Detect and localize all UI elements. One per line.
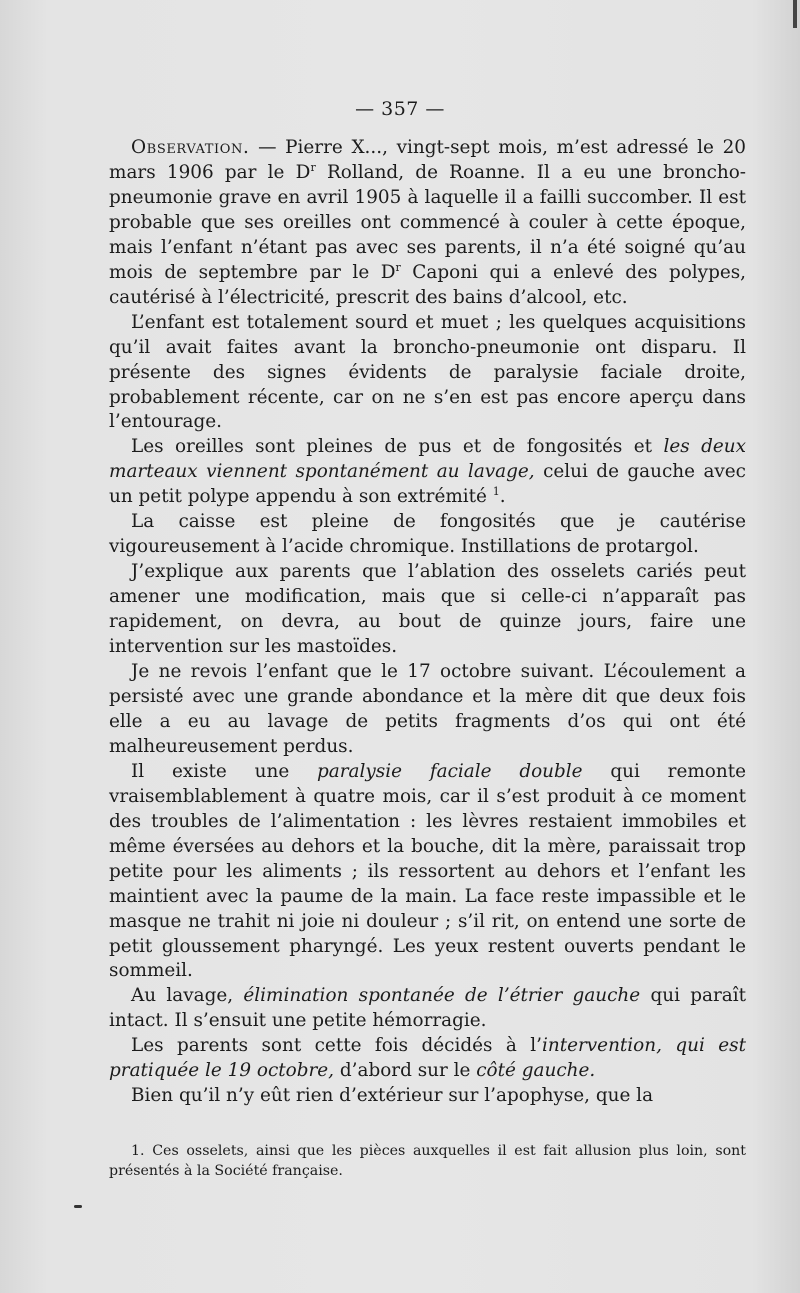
italic-text: côté gauche. bbox=[476, 1060, 596, 1082]
text-segment: Au lavage, bbox=[131, 985, 244, 1007]
text-segment: L’enfant est totalement sourd et muet ; les quelques acquisitions qu’il avait faites avant la broncho-pneumonie ont disparu. Il présente des signes évidents de paralysie faciale droite, probablement récente, car on ne s’en est pas encore aperçu dans l’entourage. bbox=[109, 311, 746, 433]
text-segment: Je ne revois l’enfant que le 17 octobre suivant. L’écoulement a persisté avec une grande abondance et la mère dit que deux fois elle a eu au lavage de petits fragments d’os qui ont été malheureusement perdus. bbox=[109, 661, 746, 757]
italic-text: élimination spontanée de l’étrier gauche bbox=[243, 985, 641, 1007]
body-text bbox=[109, 136, 746, 1109]
text-segment: Les oreilles sont pleines de pus et de fongosités et bbox=[131, 436, 664, 458]
print-speck bbox=[74, 1205, 82, 1208]
page-edge-mark bbox=[793, 0, 797, 28]
paragraph bbox=[109, 136, 746, 311]
paragraph bbox=[109, 435, 746, 510]
paragraph bbox=[109, 311, 746, 436]
section-label: Observation. bbox=[131, 137, 250, 158]
paragraph bbox=[109, 1034, 746, 1084]
text-segment: qui remonte vraisemblablement à quatre mois, car il s’est produit à ce moment des troubles de l’alimentation : les lèvres restaient immobiles et même éversées au dehors et la bouche, dit la mère, paraissait trop petite pour les aliments ; ils ressortent au dehors et l’enfant les maintient avec la paume de la main. La face reste impassible et le masque ne trahit ni joie ni douleur ; s’il rit, on entend une sorte de petit gloussement pharyngé. Les yeux restent ouverts pendant le sommeil. bbox=[109, 760, 746, 982]
text-segment: qui paraît intact. Il s’ensuit une petite hémorragie. bbox=[109, 985, 746, 1032]
superscript: r bbox=[310, 160, 316, 174]
text-segment: Les parents sont cette fois décidés à l’ bbox=[131, 1035, 542, 1057]
paragraph bbox=[109, 660, 746, 760]
text-segment: d’abord sur le bbox=[334, 1060, 477, 1082]
text-segment: Il existe une bbox=[131, 760, 318, 782]
paragraph bbox=[109, 510, 746, 560]
italic-text: paralysie faciale double bbox=[317, 760, 583, 782]
text-segment: Caponi qui a enlevé des polypes, cautérisé à l’électricité, prescrit des bains d’alcool, etc. bbox=[109, 261, 747, 308]
paragraph bbox=[109, 984, 746, 1034]
text-segment: J’explique aux parents que l’ablation des osselets cariés peut amener une modification, mais que si celle-ci n’apparaît pas rapidement, on devra, au bout de quinze jours, faire une intervention sur les mastoïdes. bbox=[109, 561, 746, 658]
superscript: r bbox=[395, 260, 401, 274]
paragraph bbox=[109, 1084, 746, 1109]
paragraph bbox=[109, 560, 746, 660]
text-segment: La caisse est pleine de fongosités que je cautérise vigoureusement à l’acide chromique. Instillations de protargol. bbox=[109, 511, 746, 558]
text-segment: — Pierre X..., vingt-sept mois, m’est adressé le 20 mars 1906 par le D bbox=[109, 137, 746, 183]
italic-text: les deux marteaux viennent spontanément au lavage, bbox=[109, 436, 746, 483]
footnote-text: Ces osselets, ainsi que les pièces auxquelles il est fait allusion plus loin, sont présentés à la Société française. bbox=[109, 1143, 746, 1179]
footnote bbox=[109, 1141, 746, 1181]
text-segment: . bbox=[499, 486, 506, 508]
text-segment: Bien qu’il n’y eût rien d’extérieur sur l’apophyse, que la bbox=[131, 1085, 654, 1107]
superscript: 1 bbox=[492, 485, 500, 499]
text-segment: celui de gauche avec un petit polype appendu à son extrémité bbox=[109, 461, 746, 508]
paragraph bbox=[109, 760, 746, 985]
page-number: — 357 — bbox=[355, 98, 445, 120]
italic-text: intervention, qui est pratiquée le 19 octobre, bbox=[109, 1035, 746, 1082]
footnote-number: 1. bbox=[131, 1143, 145, 1159]
text-segment: Rolland, de Roanne. Il a eu une broncho-pneumonie grave en avril 1905 à laquelle il a failli succomber. Il est probable que ses oreilles ont commencé à couler à cette époque, mais l’enfant n’étant pas avec ses parents, il n’a été soigné qu’au mois de septembre par le D bbox=[109, 161, 747, 283]
